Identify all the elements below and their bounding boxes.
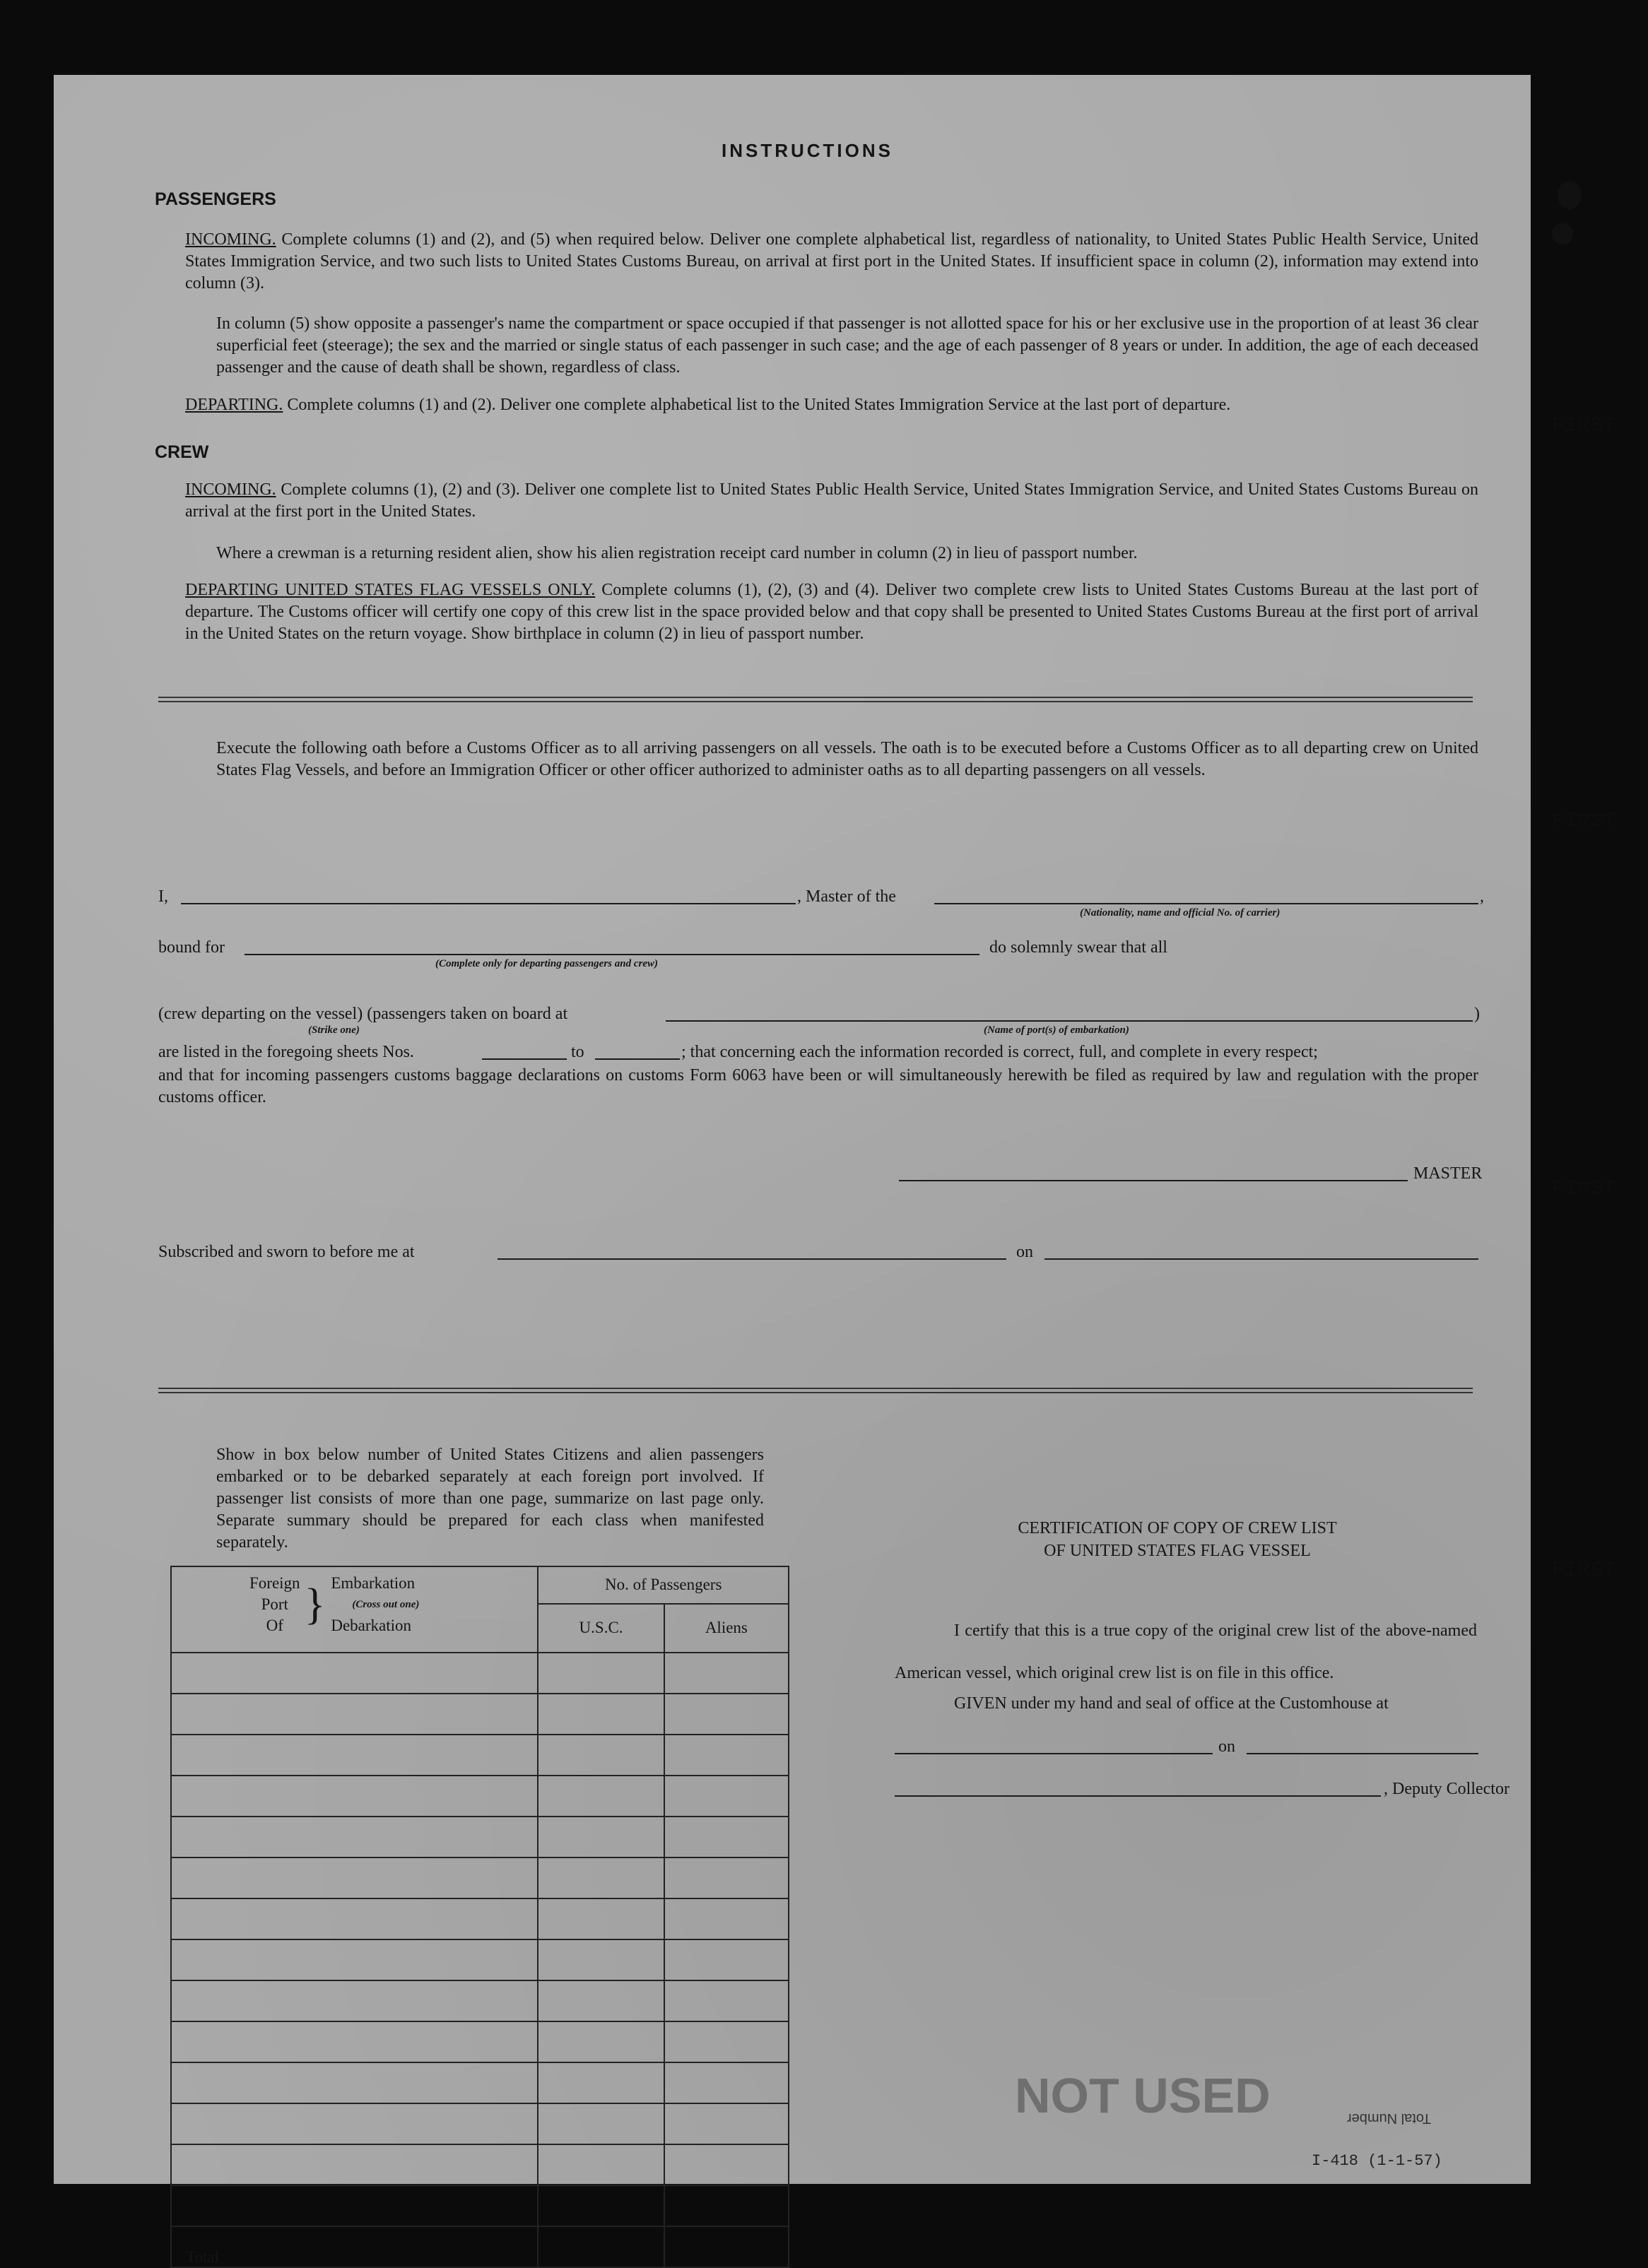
usc-cell[interactable] — [538, 1735, 664, 1776]
section-divider — [158, 697, 1473, 702]
certification-heading-1: CERTIFICATION OF COPY OF CREW LIST — [1018, 1519, 1337, 1537]
passengers-heading: PASSENGERS — [155, 189, 276, 209]
certification-on-label: on — [1218, 1737, 1235, 1756]
incoming-label: INCOMING. — [185, 230, 276, 249]
foreign-label: Foreign — [249, 1574, 300, 1592]
port-cell[interactable] — [171, 1980, 538, 2021]
embarkation-label: Embarkation — [331, 1574, 416, 1592]
bound-for-line — [245, 954, 979, 955]
brace-glyph: } — [304, 1581, 326, 1629]
usc-cell[interactable] — [538, 2103, 664, 2144]
usc-cell[interactable] — [538, 2185, 664, 2226]
punch-mark — [1558, 181, 1582, 209]
crew-departing-label: DEPARTING UNITED STATES FLAG VESSELS ONLY. — [185, 581, 596, 599]
incoming-text: Complete columns (1) and (2), and (5) when required below. Deliver one complete alphabetical list, regardless of nationality, to United States Public Health Service, United States Immigration Service, and two such lists to United States Customs Bureau, on arrival at first port in the United States. If insufficient space in column (2), information may extend into column (3). — [185, 230, 1479, 293]
usc-cell[interactable] — [538, 2021, 664, 2062]
aliens-cell[interactable] — [664, 1817, 789, 1857]
customhouse-line — [895, 1753, 1213, 1754]
crew-departing-label-oath: (crew departing on the vessel) (passengers taken on board at — [158, 1005, 568, 1023]
aliens-cell[interactable] — [664, 2062, 789, 2103]
aliens-cell[interactable] — [664, 2185, 789, 2226]
usc-cell[interactable] — [538, 1817, 664, 1857]
listed-baggage-text: and that for incoming passengers customs baggage declarations on customs Form 6063 have been or will simultaneously herewith be filed as required by law and regulation with the proper customs officer. — [158, 1066, 1478, 1106]
oath-intro-paragraph: Execute the following oath before a Customs Officer as to all arriving passengers on all vessels. The oath is to be executed before a Customs Officer as to all departing crew on United States Flag Vessels, and before an Immigration Officer or other officer authorized to administer oaths as to all departing passengers on all vessels. — [216, 739, 1478, 779]
carrier-line — [934, 903, 1478, 904]
port-cell[interactable] — [171, 2021, 538, 2062]
aliens-cell[interactable] — [664, 2103, 789, 2144]
port-cell[interactable] — [171, 1817, 538, 1857]
certify-paragraph: I certify that this is a true copy of the original crew list of the above-named American vessel, which original crew list is on file in this office. — [895, 1622, 1477, 1682]
crew-departing-paragraph — [185, 579, 1478, 645]
master-signature-line — [899, 1180, 1408, 1181]
port-cell[interactable] — [171, 1653, 538, 1694]
form-number: I-418 (1-1-57) — [1312, 2152, 1442, 2170]
total-label-cell: Total — [171, 2226, 538, 2267]
departing-text: Complete columns (1) and (2). Deliver one complete alphabetical list to the United States Immigration Service at the last port of departure. — [287, 396, 1231, 414]
port-label: Port — [261, 1595, 288, 1613]
summary-paragraph: Show in box below number of United States Citizens and alien passengers embarked or to be debarked separately at each foreign port involved. If passenger list consists of more than one page, summarize on last page only. Separate summary should be prepared for each class when manifested separately. — [216, 1446, 764, 1552]
bleed-through-text: FIRST — [1552, 1559, 1616, 1583]
crew-incoming-label: INCOMING. — [185, 480, 276, 499]
bound-note: (Complete only for departing passengers and crew) — [435, 958, 658, 969]
comma: , — [1480, 887, 1484, 906]
crew-incoming-paragraph — [185, 479, 1478, 523]
port-header-cell — [171, 1566, 538, 1653]
crew-incoming-text: Complete columns (1), (2) and (3). Deliver one complete list to United States Public Health Service, United States Immigration Service, and United States Customs Bureau on arrival at the first port in the United States. — [185, 480, 1479, 521]
cross-out-note: (Cross out one) — [352, 1599, 420, 1610]
port-cell[interactable] — [171, 1776, 538, 1817]
embarkation-port-line — [666, 1020, 1473, 1022]
port-cell[interactable] — [171, 1939, 538, 1980]
no-passengers-header: No. of Passengers — [538, 1566, 789, 1604]
foreign-port-of-label — [249, 1573, 300, 1636]
certification-heading-2: OF UNITED STATES FLAG VESSEL — [1044, 1542, 1311, 1560]
section-divider — [158, 1388, 1473, 1393]
port-cell[interactable] — [171, 2185, 538, 2226]
carrier-note: (Nationality, name and official No. of carrier) — [1080, 907, 1281, 919]
crew-heading: CREW — [155, 442, 209, 462]
total-aliens-cell[interactable] — [664, 2226, 789, 2267]
debarkation-label: Debarkation — [331, 1617, 412, 1634]
aliens-cell[interactable] — [664, 1694, 789, 1735]
sworn-on-label: on — [1016, 1243, 1033, 1261]
usc-header: U.S.C. — [538, 1604, 664, 1653]
aliens-cell[interactable] — [664, 2144, 789, 2185]
embark-debark-label — [331, 1573, 419, 1636]
port-cell[interactable] — [171, 2062, 538, 2103]
usc-cell[interactable] — [538, 1980, 664, 2021]
aliens-cell[interactable] — [664, 1898, 789, 1939]
aliens-cell[interactable] — [664, 1653, 789, 1694]
master-name-line — [181, 903, 796, 904]
usc-cell[interactable] — [538, 1898, 664, 1939]
port-cell[interactable] — [171, 1735, 538, 1776]
master-of-label: , Master of the — [797, 887, 896, 906]
sheets-from-line — [482, 1058, 567, 1060]
sworn-date-line — [1044, 1258, 1478, 1260]
punch-mark — [1552, 223, 1573, 244]
aliens-cell[interactable] — [664, 1857, 789, 1898]
crew-departing-text: Complete columns (1), (2), (3) and (4). Deliver two complete crew lists to United States Customs Bureau at the last port of departure. The Customs officer will certify one copy of this crew list in the space provided below and that copy shall be presented to United States Customs Bureau at the first port of arrival in the United States on the return voyage. Show birthplace in column (2) in lieu of passport number. — [185, 581, 1479, 643]
of-label: Of — [266, 1617, 283, 1634]
listed-correct-text: ; that concerning each the information recorded is correct, full, and complete in every respect; — [681, 1043, 1318, 1061]
bleed-through-text: FIRST — [1552, 1177, 1616, 1201]
usc-cell[interactable] — [538, 1857, 664, 1898]
passengers-departing-paragraph — [185, 394, 1478, 416]
page-title: INSTRUCTIONS — [722, 140, 893, 161]
listed-to-label: to — [571, 1043, 584, 1061]
deputy-collector-label: , Deputy Collector — [1384, 1780, 1509, 1798]
aliens-cell[interactable] — [664, 1776, 789, 1817]
port-cell[interactable] — [171, 1694, 538, 1735]
total-number-label: Total Number — [1347, 2110, 1431, 2126]
column5-paragraph: In column (5) show opposite a passenger's name the compartment or space occupied if that passenger is not allotted space for his or her exclusive use in the proportion of at least 36 clear superficial feet (steerage); the sex and the married or single status of each passenger in such case; and the age of each passenger of 8 years or under. In addition, the age of each deceased passenger and the cause of death shall be shown, regardless of class. — [216, 314, 1478, 377]
given-label: GIVEN under my hand and seal of office at the Customhouse at — [954, 1694, 1389, 1713]
aliens-cell[interactable] — [664, 1980, 789, 2021]
port-cell[interactable] — [171, 2103, 538, 2144]
resident-alien-paragraph: Where a crewman is a returning resident alien, show his alien registration receipt card number in column (2) in lieu of passport number. — [216, 544, 1138, 562]
port-cell[interactable] — [171, 1898, 538, 1939]
aliens-cell[interactable] — [664, 1735, 789, 1776]
oath-i-label: I, — [158, 887, 168, 906]
usc-cell[interactable] — [538, 1653, 664, 1694]
aliens-cell[interactable] — [664, 1939, 789, 1980]
bleed-through-text: NOT USED — [1015, 2068, 1271, 2123]
bleed-through-text: FIRST — [1552, 810, 1616, 834]
usc-cell[interactable] — [538, 2062, 664, 2103]
port-cell[interactable] — [171, 1857, 538, 1898]
sworn-place-line — [498, 1258, 1006, 1260]
aliens-cell[interactable] — [664, 2021, 789, 2062]
total-usc-cell[interactable] — [538, 2226, 664, 2267]
usc-cell[interactable] — [538, 1776, 664, 1817]
port-note: (Name of port(s) of embarkation) — [984, 1024, 1129, 1036]
usc-cell[interactable] — [538, 2144, 664, 2185]
document-sheet — [54, 75, 1616, 2266]
bleed-through-text: FIRST — [1552, 414, 1616, 438]
certification-date-line — [1247, 1753, 1478, 1754]
listed-sheets-label: are listed in the foregoing sheets Nos. — [158, 1043, 414, 1061]
strike-one-note: (Strike one) — [308, 1024, 360, 1036]
aliens-header: Aliens — [664, 1604, 789, 1653]
subscribed-label: Subscribed and sworn to before me at — [158, 1243, 415, 1261]
departing-label: DEPARTING. — [185, 396, 283, 414]
deputy-signature-line — [895, 1795, 1381, 1797]
usc-cell[interactable] — [538, 1939, 664, 1980]
master-label: MASTER — [1413, 1164, 1483, 1183]
port-cell[interactable] — [171, 2144, 538, 2185]
close-paren: ) — [1474, 1005, 1480, 1023]
passengers-incoming-paragraph — [185, 229, 1478, 295]
usc-cell[interactable] — [538, 1694, 664, 1735]
sheets-to-line — [595, 1058, 680, 1060]
bound-for-label: bound for — [158, 938, 225, 957]
swear-label: do solemnly swear that all — [989, 938, 1167, 957]
passenger-summary-table — [170, 1566, 789, 2268]
